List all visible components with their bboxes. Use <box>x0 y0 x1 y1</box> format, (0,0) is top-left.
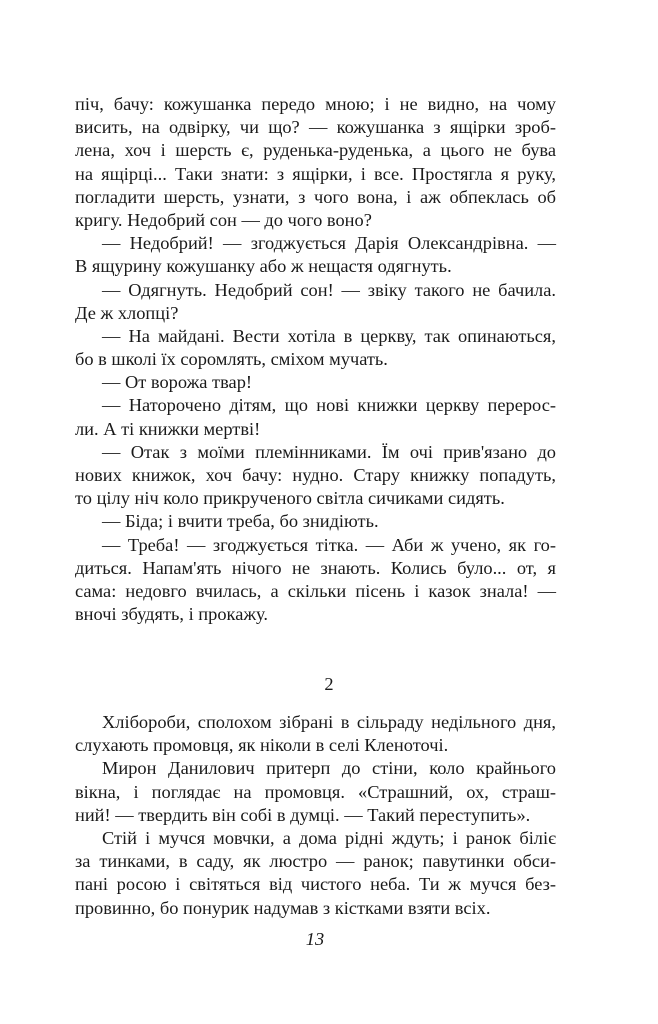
text-line: — От ворожа твар! <box>102 372 253 393</box>
text-line: лена, хоч і шерсть є, руденька-руденька, а цього не бува <box>75 140 556 161</box>
text-line: погладити шерсть, узнати, з чого вона, і аж обпеклась об <box>75 186 556 207</box>
text-line: піч, бачу: кожушанка передо мною; і не видно, на чому <box>75 94 556 114</box>
text-line: — Недобрий! — згоджується Дарія Олександрівна. — <box>102 233 556 254</box>
text-line: провинно, бо понурик надумав з кістками взяти всіх. <box>75 897 491 918</box>
text-line: висить, на одвірку, чи що? — кожушанка з ящірки зроб- <box>75 117 556 138</box>
text-line: кригу. Недобрий сон — до чого воно? <box>75 209 372 230</box>
text-block-top <box>75 93 556 626</box>
page-number: 13 <box>305 929 325 949</box>
text-line: — Одягнуть. Недобрий сон! — звіку такого не бачила. <box>102 279 556 300</box>
text-line: ний! — твердить він собі в думці. — Такий переступить». <box>75 804 531 825</box>
text-line: вночі збудять, і прокажу. <box>75 604 269 625</box>
text-line: сама: недовго вчилась, а скільки пісень і казок знала! — <box>75 580 556 601</box>
text-line: — Отак з моїми племінниками. Їм очі прив'язано до <box>102 441 556 462</box>
text-block-bottom <box>75 711 556 920</box>
text-line: то цілу ніч коло прикрученого світла сичиками сидять. <box>75 488 505 509</box>
text-line: Стій і мучся мовчки, а дома рідні ждуть; і ранок біліє <box>102 827 556 848</box>
text-line: диться. Напам'ять нічого не знають. Колись було... от, я <box>75 557 556 578</box>
text-line: — Наторочено дітям, що нові книжки церкву перерос- <box>102 395 556 416</box>
text-line: пані росою і світяться від чистого неба. Ти ж мучся без- <box>75 874 556 895</box>
text-line: — Треба! — згоджується тітка. — Аби ж учено, як го- <box>102 534 556 555</box>
text-line: ли. А ті книжки мертві! <box>75 418 261 439</box>
text-line: — На майдані. Вести хотіла в церкву, так опинаються, <box>102 325 556 346</box>
section-number: 2 <box>324 674 334 694</box>
text-line: слухають промовця, як ніколи в селі Кленоточі. <box>75 735 449 756</box>
text-line: бо в школі їх соромлять, сміхом мучать. <box>75 349 388 370</box>
text-line: вікна, і поглядає на промовця. «Страшний, ох, страш- <box>75 781 556 802</box>
text-line: — Біда; і вчити треба, бо знидіють. <box>102 511 379 532</box>
text-line: Де ж хлопці? <box>75 302 179 323</box>
text-line: за тинками, в саду, як люстро — ранок; павутинки обси- <box>75 851 556 872</box>
text-line: нових книжок, хоч бачу: нудно. Стару книжку попадуть, <box>75 465 556 485</box>
text-line: Хлібороби, сполохом зібрані в сільраду недільного дня, <box>102 712 556 732</box>
text-line: на ящірці... Таки знати: з ящірки, і все. Простягла я руку, <box>75 163 556 184</box>
text-line: Мирон Данилович притерп до стіни, коло крайнього <box>102 758 556 779</box>
text-line: В ящурину кожушанку або ж нещастя одягнуть. <box>75 256 452 277</box>
